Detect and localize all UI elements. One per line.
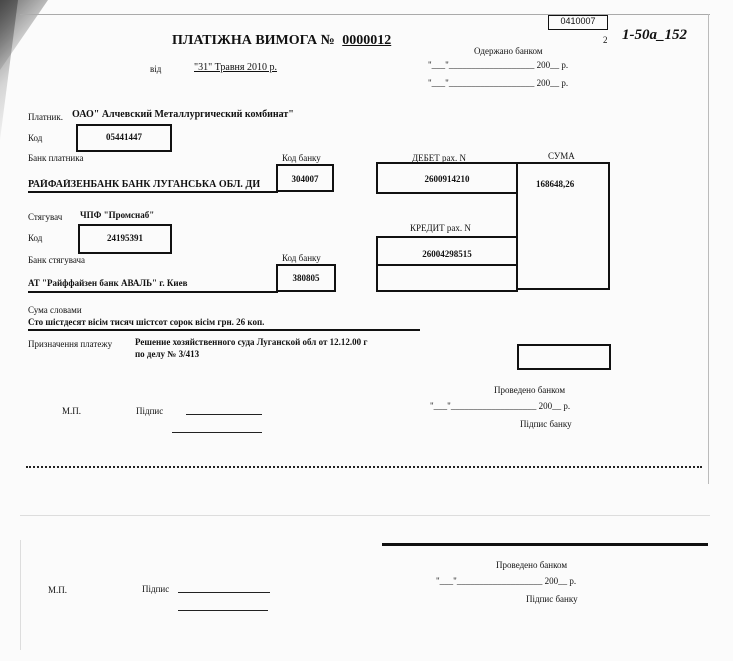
payee-label: Стягувач bbox=[28, 212, 63, 222]
payee-bank-underline bbox=[28, 291, 278, 293]
bottom-thick-line bbox=[382, 543, 708, 546]
amount-words-text: Сто шістдесят вісім тисяч шістсот сорок вісім грн. 26 коп. bbox=[28, 317, 265, 327]
processed-date-line-2: "___"___________________ 200__ р. bbox=[436, 576, 577, 586]
credit-account: 26004298515 bbox=[422, 249, 472, 259]
payer-name: ОАО" Алчевский Металлургический комбинат" bbox=[72, 109, 294, 120]
amount-words-label: Сума словами bbox=[28, 305, 82, 315]
payer-code: 05441447 bbox=[106, 132, 142, 142]
payee-name: ЧПФ "Промснаб" bbox=[80, 210, 155, 220]
payer-bank-code-label: Код банку bbox=[282, 153, 321, 163]
document-number: 0000012 bbox=[342, 33, 392, 48]
purpose-line-2: по делу № 3/413 bbox=[135, 349, 200, 359]
payee-bank-code-label: Код банку bbox=[282, 253, 321, 263]
purpose-line-1: Решение хозяйственного суда Луганской обл от 12.12.00 г bbox=[135, 337, 368, 347]
date-prefix: від bbox=[150, 64, 162, 74]
processed-date-line: "___"___________________ 200__ р. bbox=[430, 401, 571, 411]
credit-divider bbox=[376, 264, 518, 266]
title-text: ПЛАТІЖНА ВИМОГА № bbox=[172, 33, 335, 48]
document-title bbox=[172, 33, 391, 49]
received-by-bank-label: Одержано банком bbox=[474, 46, 543, 56]
processed-by-bank-label: Проведено банком bbox=[494, 385, 566, 395]
payer-bank-label: Банк платника bbox=[28, 153, 84, 163]
right-edge-line bbox=[708, 14, 709, 484]
payer-bank-code: 304007 bbox=[291, 174, 319, 184]
payee-bank-code: 380805 bbox=[292, 273, 320, 283]
cut-line bbox=[26, 466, 702, 468]
amount-label: СУМА bbox=[548, 151, 575, 161]
payer-label: Платник. bbox=[28, 112, 63, 122]
bank-signature-label-2: Підпис банку bbox=[526, 594, 578, 604]
document-date: "31" Травня 2010 р. bbox=[194, 62, 278, 73]
amount-words-underline bbox=[28, 329, 420, 331]
bottom-left-edge bbox=[20, 540, 21, 650]
payer-bank-underline bbox=[28, 191, 278, 193]
payee-code: 24195391 bbox=[107, 233, 143, 243]
empty-box bbox=[517, 344, 611, 370]
credit-label: КРЕДИТ рах. N bbox=[410, 223, 471, 233]
signature-label-2: Підпис bbox=[142, 584, 170, 594]
signature-line-2 bbox=[172, 432, 262, 433]
processed-by-bank-label-2: Проведено банком bbox=[496, 560, 568, 570]
page-number: 2 bbox=[603, 35, 608, 45]
stamp-label: М.П. bbox=[62, 406, 82, 416]
payee-bank-name: АТ "Райффайзен банк АВАЛЬ" г. Киев bbox=[28, 278, 188, 288]
stamp-label-2: М.П. bbox=[48, 585, 68, 595]
form-code: 0410007 bbox=[560, 16, 596, 26]
page-fold-line bbox=[20, 515, 710, 516]
bank-signature-label: Підпис банку bbox=[520, 419, 572, 429]
document-reference: 1-50a_152 bbox=[622, 27, 687, 43]
purpose-label: Призначення платежу bbox=[28, 339, 113, 349]
received-date-line-1: "___"___________________ 200__ р. bbox=[428, 60, 569, 70]
debit-label: ДЕБЕТ рах. N bbox=[412, 153, 467, 163]
received-date-line-2: "___"___________________ 200__ р. bbox=[428, 78, 569, 88]
signature-line-3 bbox=[178, 592, 270, 593]
payer-bank-name: РАЙФАЙЗЕНБАНК БАНК ЛУГАНСЬКА ОБЛ. ДИ bbox=[28, 179, 261, 190]
payer-code-label: Код bbox=[28, 133, 43, 143]
amount-value: 168648,26 bbox=[536, 179, 575, 189]
payee-bank-label: Банк стягувача bbox=[28, 255, 86, 265]
signature-line-4 bbox=[178, 610, 268, 611]
payee-code-label: Код bbox=[28, 233, 43, 243]
signature-label: Підпис bbox=[136, 406, 164, 416]
debit-account: 2600914210 bbox=[424, 174, 470, 184]
signature-line-1 bbox=[186, 414, 262, 415]
